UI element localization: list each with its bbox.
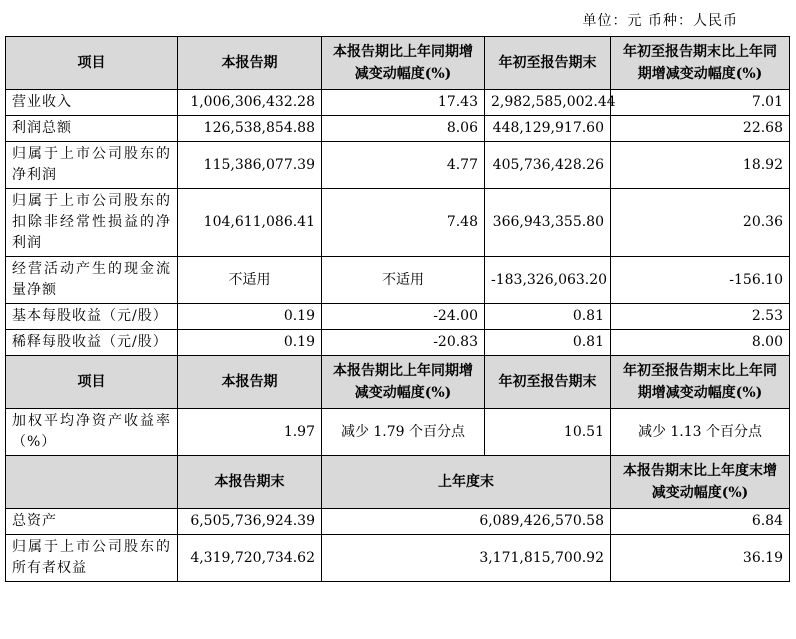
cell-ytd: 366,943,355.80 bbox=[485, 189, 611, 257]
cell-change: 6.84 bbox=[611, 509, 790, 535]
cell-ytd-change: 减少 1.13 个百分点 bbox=[611, 409, 790, 456]
row-label: 归属于上市公司股东的净利润 bbox=[6, 142, 178, 189]
cell-period: 0.19 bbox=[178, 330, 322, 356]
table-row bbox=[6, 304, 790, 330]
cell-ytd-change: 18.92 bbox=[611, 142, 790, 189]
row-label: 经营活动产生的现金流量净额 bbox=[6, 257, 178, 304]
cell-period-change: 4.77 bbox=[322, 142, 485, 189]
header-balance-change: 本报告期末比上年度末增减变动幅度(%) bbox=[611, 456, 790, 509]
table-row bbox=[6, 509, 790, 535]
cell-prev-year-end: 3,171,815,700.92 bbox=[322, 535, 611, 582]
table-row bbox=[6, 330, 790, 356]
cell-period: 104,611,086.41 bbox=[178, 189, 322, 257]
row-label: 归属于上市公司股东的扣除非经常性损益的净利润 bbox=[6, 189, 178, 257]
table-row bbox=[6, 189, 790, 257]
header-ytd: 年初至报告期末 bbox=[485, 37, 611, 90]
header-prev-year-end: 上年度末 bbox=[322, 456, 611, 509]
cell-ytd: 2,982,585,002.44 bbox=[485, 90, 611, 116]
header-row-roe bbox=[6, 356, 790, 409]
header-current-period: 本报告期 bbox=[178, 37, 322, 90]
cell-period-change: 减少 1.79 个百分点 bbox=[322, 409, 485, 456]
cell-period-change: -20.83 bbox=[322, 330, 485, 356]
row-label: 总资产 bbox=[6, 509, 178, 535]
cell-ytd: 0.81 bbox=[485, 330, 611, 356]
cell-ytd-change: 7.01 bbox=[611, 90, 790, 116]
cell-period-change: 7.48 bbox=[322, 189, 485, 257]
table-row bbox=[6, 409, 790, 456]
cell-period: 1.97 bbox=[178, 409, 322, 456]
cell-period-change: -24.00 bbox=[322, 304, 485, 330]
cell-period: 0.19 bbox=[178, 304, 322, 330]
cell-period-end: 4,319,720,734.62 bbox=[178, 535, 322, 582]
cell-ytd-change: -156.10 bbox=[611, 257, 790, 304]
cell-prev-year-end: 6,089,426,570.58 bbox=[322, 509, 611, 535]
cell-period: 126,538,854.88 bbox=[178, 116, 322, 142]
cell-ytd: 0.81 bbox=[485, 304, 611, 330]
cell-change: 36.19 bbox=[611, 535, 790, 582]
header-row-main bbox=[6, 37, 790, 90]
row-label: 基本每股收益（元/股） bbox=[6, 304, 178, 330]
header-period-end: 本报告期末 bbox=[178, 456, 322, 509]
row-label: 利润总额 bbox=[6, 116, 178, 142]
header-item: 项目 bbox=[6, 37, 178, 90]
header-row-balance bbox=[6, 456, 790, 509]
header-ytd: 年初至报告期末 bbox=[485, 356, 611, 409]
cell-ytd: 448,129,917.60 bbox=[485, 116, 611, 142]
financial-data-table bbox=[5, 36, 790, 582]
header-blank bbox=[6, 456, 178, 509]
row-label: 加权平均净资产收益率（%） bbox=[6, 409, 178, 456]
table-row bbox=[6, 142, 790, 189]
cell-ytd-change: 20.36 bbox=[611, 189, 790, 257]
table-row bbox=[6, 116, 790, 142]
cell-period-change: 不适用 bbox=[322, 257, 485, 304]
cell-ytd: 10.51 bbox=[485, 409, 611, 456]
row-label: 归属于上市公司股东的所有者权益 bbox=[6, 535, 178, 582]
table-row bbox=[6, 90, 790, 116]
unit-currency-note: 单位：元 币种：人民币 bbox=[582, 13, 738, 29]
header-ytd-change: 年初至报告期末比上年同期增减变动幅度(%) bbox=[611, 37, 790, 90]
header-ytd-change: 年初至报告期末比上年同期增减变动幅度(%) bbox=[611, 356, 790, 409]
cell-ytd-change: 22.68 bbox=[611, 116, 790, 142]
cell-ytd-change: 2.53 bbox=[611, 304, 790, 330]
cell-period-end: 6,505,736,924.39 bbox=[178, 509, 322, 535]
cell-period-change: 8.06 bbox=[322, 116, 485, 142]
cell-ytd-change: 8.00 bbox=[611, 330, 790, 356]
row-label: 稀释每股收益（元/股） bbox=[6, 330, 178, 356]
table-row bbox=[6, 535, 790, 582]
header-current-period: 本报告期 bbox=[178, 356, 322, 409]
cell-period: 1,006,306,432.28 bbox=[178, 90, 322, 116]
cell-ytd: -183,326,063.20 bbox=[485, 257, 611, 304]
header-period-change: 本报告期比上年同期增减变动幅度(%) bbox=[322, 356, 485, 409]
cell-period-change: 17.43 bbox=[322, 90, 485, 116]
header-period-change: 本报告期比上年同期增减变动幅度(%) bbox=[322, 37, 485, 90]
cell-ytd: 405,736,428.26 bbox=[485, 142, 611, 189]
table-row bbox=[6, 257, 790, 304]
header-item: 项目 bbox=[6, 356, 178, 409]
cell-period: 不适用 bbox=[178, 257, 322, 304]
row-label: 营业收入 bbox=[6, 90, 178, 116]
cell-period: 115,386,077.39 bbox=[178, 142, 322, 189]
